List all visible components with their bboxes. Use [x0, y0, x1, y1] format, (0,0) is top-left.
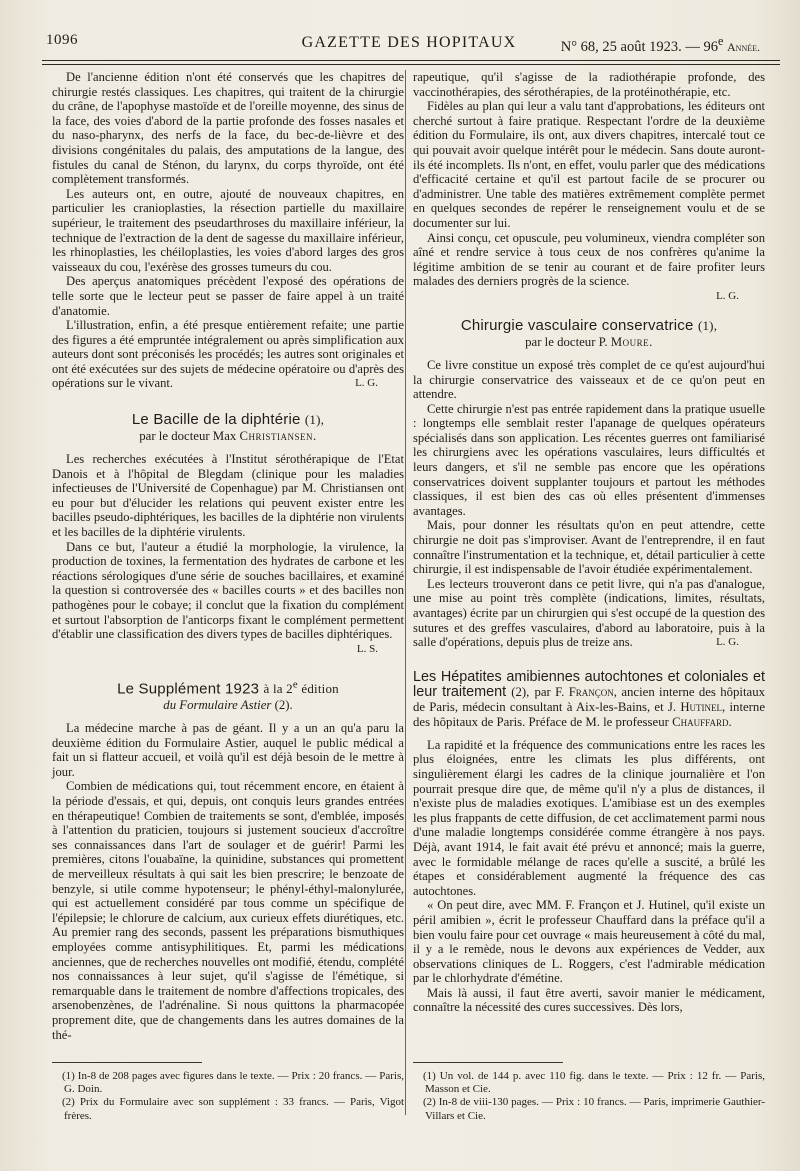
article-3-title [413, 317, 765, 335]
article-2-title-end: édition [301, 681, 339, 697]
intro-paragraph-2: Les auteurs ont, en outre, ajouté de nouveaux chapitres, en particulier les cranioplasties, la résection partielle du maxillaire supérieur, le traitement des pseudarthroses du maxillaire inférieur, la technique de l'extraction de la dent de sagesse du maxillaire inférieur, les rhinoplasties, les chéiloplasties, les voies d'abord larges des gros vaisseaux du cou, l'exérèse des grosses tumeurs du cou. [52, 186, 404, 274]
journal-title: GAZETTE DES HOPITAUX [301, 34, 517, 51]
article-4-byline-2-post: interne des hôpitaux de Paris. Préface de M. le professeur [413, 699, 766, 729]
left-footnote-rule [52, 1062, 202, 1063]
intro-signature: L. G. [355, 377, 378, 390]
left-footnote-2: (2) Prix du Formulaire avec son supplément : 33 francs. — Paris, Vigot frères. [62, 1096, 404, 1122]
article-4-paragraph-2: « On peut dire, avec MM. F. Françon et J. Hutinel, qu'il existe un péril amibien », écrit le professeur Chauffard dans la préface qu'il a bien voulu faire pour cet ouvrage « mais heureusement à côté du mal, il y a le remède, nous le devons aux expériences de Vedder, aux observations cliniques de L. Roggers, c'est l'admirable médication par le chlorhydrate d'émétine. [413, 898, 765, 986]
article-4-paragraph-1: La rapidité et la fréquence des communications entre les races les plus éloignées, entre les climats les plus différents, ont singulièrement élargi les cadres de la clinique journalière et l'on pourrait presque dire que, de même qu'il n'y a plus de distances, il n'existe plus de maladies exotiques. L'amibiase est un des exemples les plus frappants de cette diffusion, de cet acclimatement parmi nous d'une maladie longtemps considérée comme étrangère à nos pays. Déjà, avant 1914, le fait avait été prévu et annoncé; mais la guerre, avec le formidable mélange de races qu'elle a suscité, a brûlé les étapes et considérablement augmenté la fréquence des cas autochtones. [413, 737, 765, 898]
right-footnotes [413, 1070, 765, 1123]
article-1-author-pre: par le docteur Max [139, 429, 237, 444]
left-column [52, 70, 404, 1042]
article-4-byline-1-pre: par F. [534, 684, 565, 699]
article-1-footnote-ref: (1), [304, 412, 325, 428]
intro-paragraph-4 [52, 318, 404, 391]
continuation-paragraph-2: Fidèles au plan qui leur a valu tant d'approbations, les éditeurs ont cherché surtout à faire pratique. Respectant l'ordre de la deuxième édition du Formulaire, ils ont, aux divers chapitres, intercalé tout ce qui pouvait avoir quelque intérêt pour le médecin. Sans doute auront-ils été incomplets. Ils n'ont, en effet, voulu parler que des médications d'efficacité certaine et qu'il est partout facile de se procurer ou d'administrer. Une table des matières extrêmement complète permet en quelques secondes de repérer le renseignement voulu et de se documenter sur lui. [413, 99, 765, 230]
article-1-author-name: Christiansen. [239, 429, 317, 444]
article-4-footnote-ref: (2), [511, 684, 530, 699]
article-2-title-sup: e [292, 678, 298, 691]
article-2-title-rest [263, 678, 339, 697]
intro-paragraph-1: De l'ancienne édition n'ont été conservés que les chapitres de chirurgie restés classiques. Les chapitres, qui traitent de la chirurgie du crâne, de l'apophyse mastoïde et de l'oreille moyenne, des sinus de la face, des voies d'abord de la partie profonde des fosses nasales et du naso-pharynx, des nerfs de la face, du bec-de-lièvre et des divisions congénitales du palais, des amputations de la langue, des fistules du canal de Sténon, du larynx, du corps thyroïde, ont été complètement transformés. [52, 70, 404, 187]
article-2-footnote-ref: (2). [274, 698, 293, 713]
left-footnote-1: (1) In-8 de 208 pages avec figures dans le texte. — Prix : 20 francs. — Paris, G. Doin. [62, 1070, 404, 1096]
article-3-title-text: Chirurgie vasculaire conservatrice [460, 316, 694, 334]
article-3-paragraph-4 [413, 577, 765, 650]
right-footnote-rule [413, 1062, 563, 1063]
issue-text: N° 68, 25 août 1923. — 96 [560, 38, 718, 55]
issue-suffix: Année. [727, 39, 760, 54]
article-3-paragraph-1: Ce livre constitue un exposé très complet de ce qu'est aujourd'hui la chirurgie conservatrice des vaisseaux et de ce qu'on peut en attendre. [413, 357, 765, 402]
article-2-title-text: Le Supplément 1923 [117, 680, 260, 698]
article-2-title-rest-text: à la 2 [263, 681, 293, 697]
article-3-author [413, 335, 765, 350]
article-1-paragraph-1: Les recherches exécutées à l'Institut sérothérapique de l'Etat Danois et à l'hôpital de Blegdam (clinique pour les maladies infectieuses de l'Université de Copenhague) par M. Christiansen ont eu pour but d'élucider les relations qui peuvent exister entre les bacilles pseudo-diphtériques, les bacilles de la diphtérie non virulents et les bacilles de la diphtérie virulents. [52, 452, 404, 540]
article-4-author-2: Hutinel, [680, 699, 726, 714]
article-2-paragraph-1: La médecine marche à pas de géant. Il y a un an qu'a paru la deuxième édition du Formulaire Astier, auquel le public médical a fait un si flatteur accueil, et voilà qu'il est déjà besoin de le mettre à jour. [52, 721, 404, 779]
page-number: 1096 [46, 32, 78, 48]
article-1-title [52, 411, 404, 429]
article-4-preface-author: Chauffard. [672, 714, 732, 729]
column-divider [405, 70, 406, 1115]
article-1-signature: L. S. [356, 642, 378, 655]
continuation-paragraph-3: Ainsi conçu, cet opuscule, peu volumineux, viendra compléter son aîné et rendre service à tous ceux de nos confrères qu'anime la légitime ambition de se tenir au courant et de faire profiter leurs malades des derniers progrès de la science. [413, 230, 765, 289]
article-2-title [52, 676, 404, 698]
intro-paragraph-4-text: L'illustration, enfin, a été presque entièrement refaite; une partie des figures a été empruntée intégralement ou après simplification aux auteurs dont sont préconisés les procédés; les autres sont originales et ont été exécutées sur des sujets de médecine opératoire ou d'après des opérations sur le vivant. [52, 318, 404, 391]
article-3-paragraph-4-text: Les lecteurs trouveront dans ce petit livre, qui n'a pas d'analogue, une mise au point très complète (indications, limites, résultats, avantages) écrite par un chirurgien qui s'est occupé de la question des sutures et des greffes vasculaires, d'abord au laboratoire, puis à la salle d'opérations, depuis plus de treize ans. [413, 576, 765, 650]
issue-line [561, 34, 760, 56]
header-rule [42, 60, 780, 65]
issue-sup: e [718, 34, 724, 48]
article-2-subtitle-text: du Formulaire Astier [163, 698, 272, 713]
article-4-author-1: Françon, [568, 684, 618, 699]
article-4-title [413, 670, 765, 730]
article-3-footnote-ref: (1), [697, 317, 718, 333]
article-1-paragraph-2: Dans ce but, l'auteur a étudié la morphologie, la virulence, la production de toxines, la fermentation des hydrates de carbone et les réactions sérologiques d'une série de souches bacillaires, et examiné la question si controversée des « bacilles courts » et des bacilles non pathogènes pour le cobaye; il conclut que la fixation du complément et surtout l'absorption de l'anticorps fixant le complément permettent d'établir une classification des divers types de bacilles diphtériques. [52, 539, 404, 642]
article-4-title-text: Les Hépatites amibiennes autochtones et coloniales et leur traitement [413, 668, 765, 700]
article-3-author-name: Moure. [610, 334, 653, 349]
page-header [38, 26, 780, 62]
continuation-paragraph-1: rapeutique, qu'il s'agisse de la radiothérapie profonde, des vaccinothérapies, des sérothérapies, de la protéinothérapie, etc. [413, 70, 765, 99]
article-3-paragraph-3: Mais, pour donner les résultats qu'on en peut attendre, cette chirurgie ne doit pas s'improviser. Avant de l'entreprendre, il en faut connaître l'instrumentation et la technique, et, détail particulier à cette chirurgie, il est indispensable de l'avoir étudiée expérimentalement. [413, 518, 765, 577]
left-footnotes [52, 1070, 404, 1123]
article-3-signature: L. G. [716, 636, 739, 649]
right-footnote-1: (1) Un vol. de 144 p. avec 110 fig. dans le texte. — Prix : 12 fr. — Paris, Masson et Cie. [423, 1070, 765, 1096]
right-column [413, 70, 765, 1015]
article-2-subtitle [52, 698, 404, 713]
article-2-paragraph-2: Combien de médications qui, tout récemment encore, en étaient à la période d'essais, et qui, depuis, ont conquis leurs grandes entrées en thérapeutique! Combien de traitements se sont, d'emblée, imposés à l'attention du praticien, toujours si justement soucieux d'accroître ses connaissances dans l'art de soulager et de guérir! Parmi les premières, citons l'ouabaïne, la quinidine, substances qui promettent de merveilleux résultats à qui sait les bien prescrire; le benzoate de benzyle, si utile comme hypotenseur; le phényl-éthyl-malonylurée, qui est actuellement considéré par tous comme un spécifique de l'épilepsie; le chlorure de calcium, aux curieux effets diurétiques, etc. Au premier rang des seconds, passent les préparations bismuthiques employées comme antisyphilitiques. Et, parmi les médications anciennes, que de recherches nouvelles ont modifié, étendu, complété nos connaissances à leur sujet, qu'il s'agisse de l'émétique, si remarquable dans le traitement de nombre d'affections tropicales, des arsenobenzènes, de l'adrénaline. Si nous quittons la pharmacopée proprement dite, que de changements dans les autres domaines de la thé- [52, 779, 404, 1042]
article-1-author [52, 429, 404, 444]
article-1-title-text: Le Bacille de la diphtérie [131, 411, 301, 429]
article-3-paragraph-2: Cette chirurgie n'est pas entrée rapidement dans la pratique usuelle : longtemps elle semblait rester l'apanage de quelques opérateurs spécialisés dans son application. Les récentes guerres ont familiarisé les chirurgiens avec les opérations vasculaires, leurs difficultés et leurs dangers, et s'il ne semble pas encore que les opérations conservatrices doivent supplanter toujours et partout les méthodes classiques, il est bien des cas où elles présentent d'immenses avantages. [413, 401, 765, 518]
intro-paragraph-3: Des aperçus anatomiques précèdent l'exposé des opérations de telle sorte que le lecteur peut se passer de faire appel à un traité d'anatomie. [52, 274, 404, 318]
right-footnote-2: (2) In-8 de viii-130 pages. — Prix : 10 francs. — Paris, imprimerie Gauthier-Villars et Cie. [423, 1096, 765, 1122]
article-4-byline-1-post: ancien interne des hôpitaux de Paris, médecin consultant à Aix-les-Bains, et J. [413, 684, 766, 714]
article-3-author-pre: par le docteur P. [525, 334, 608, 349]
continuation-signature: L. G. [716, 289, 739, 302]
article-4-paragraph-3: Mais là aussi, il faut être averti, savoir manier le médicament, connaître la nécessité des cures successives. Dès lors, [413, 985, 765, 1015]
